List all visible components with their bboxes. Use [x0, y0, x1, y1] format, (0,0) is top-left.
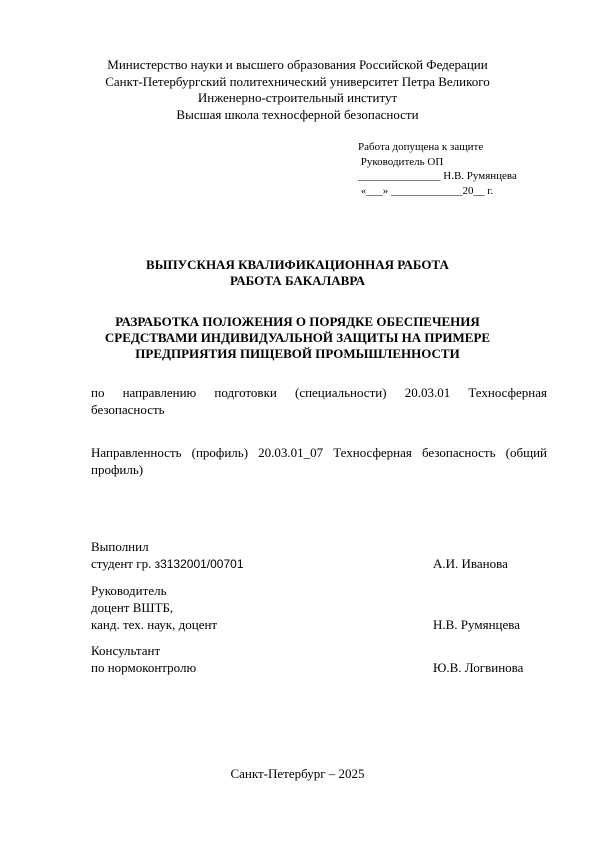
consultant-block	[91, 642, 547, 676]
approval-admitted-text: Работа допущена к защите	[358, 141, 484, 153]
consultant-name: Ю.В. Логвинова	[433, 660, 524, 675]
performer-group-label: студент гр.	[91, 556, 155, 571]
supervisor-block	[91, 582, 547, 633]
city-year: Санкт-Петербург – 2025	[230, 766, 365, 781]
study-direction	[91, 384, 547, 418]
work-type-line-1: ВЫПУСКНАЯ КВАЛИФИКАЦИОННАЯ РАБОТА	[146, 257, 449, 272]
school-line: Высшая школа техносферной безопасности	[176, 106, 419, 122]
approval-head-title: Руководитель ОП	[358, 155, 444, 168]
approval-date-line: «___» _____________20__ г.	[358, 184, 494, 197]
performer-group-code: з3132001/00701	[154, 557, 244, 571]
performer-block	[91, 538, 547, 572]
university-line: Санкт-Петербургский политехнический университет Петра Великого	[105, 73, 490, 89]
topic-line-3: ПРЕДПРИЯТИЯ ПИЩЕВОЙ ПРОМЫШЛЕННОСТИ	[135, 346, 460, 361]
topic-line-2: СРЕДСТВАМИ ИНДИВИДУАЛЬНОЙ ЗАЩИТЫ НА ПРИМЕРЕ	[104, 330, 491, 345]
approval-signature-line: _______________ Н.В. Румянцева	[358, 170, 517, 182]
defense-approval-block	[358, 140, 517, 198]
supervisor-name: Н.В. Румянцева	[433, 617, 520, 632]
profile-line-2: профиль)	[91, 462, 144, 477]
institution-header	[0, 57, 595, 123]
supervisor-degree: канд. тех. наук, доцент	[91, 617, 218, 632]
study-profile	[91, 444, 547, 478]
institute-line: Инженерно-строительный институт	[197, 90, 398, 105]
work-type-title	[0, 257, 595, 289]
ministry-line: Министерство науки и высшего образования Российской Федерации	[107, 57, 488, 72]
performer-role: Выполнил	[91, 539, 149, 554]
performer-name: А.И. Иванова	[433, 556, 508, 571]
thesis-topic	[0, 314, 595, 362]
consultant-role: Консультант	[91, 643, 161, 658]
work-type-line-2: РАБОТА БАКАЛАВРА	[230, 273, 365, 288]
profile-line-1: Направленность (профиль) 20.03.01_07 Техносферная безопасность (общий	[91, 445, 547, 460]
supervisor-position: доцент ВШТБ,	[91, 600, 174, 615]
direction-line-1: по направлению подготовки (специальности) 20.03.01 Техносферная	[91, 385, 547, 400]
topic-line-1: РАЗРАБОТКА ПОЛОЖЕНИЯ О ПОРЯДКЕ ОБЕСПЕЧЕНИЯ	[115, 314, 480, 329]
supervisor-role: Руководитель	[91, 583, 167, 598]
direction-line-2: безопасность	[91, 402, 165, 417]
consultant-scope: по нормоконтролю	[91, 660, 197, 675]
